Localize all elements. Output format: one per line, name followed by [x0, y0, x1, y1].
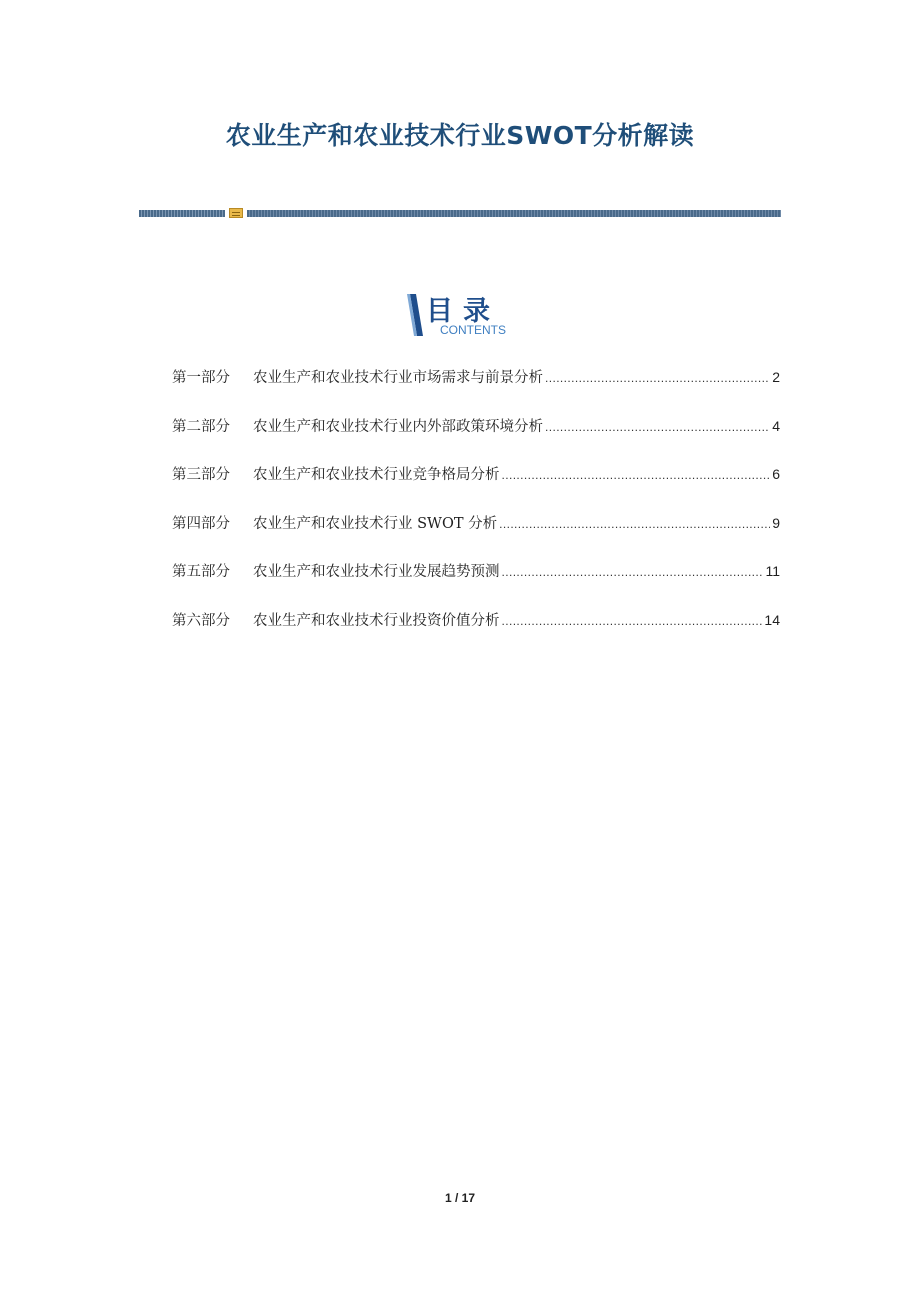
toc-entry-title: 农业生产和农业技术行业发展趋势预测 [253, 564, 500, 581]
toc-entry-title: 农业生产和农业技术行业投资价值分析 [253, 612, 500, 629]
slanted-bar-icon [407, 294, 425, 336]
document-badge-icon [229, 208, 243, 218]
document-title: 农业生产和农业技术行业SWOT分析解读 [225, 121, 695, 150]
toc-entry-page: 9 [772, 514, 780, 531]
toc-entry-page: 4 [772, 417, 780, 434]
toc-header [407, 292, 527, 340]
toc-entry-part: 第三部分 [172, 467, 230, 484]
toc-leader-dots [545, 371, 770, 385]
toc-entry-page: 14 [764, 611, 780, 628]
toc-entry-page: 2 [772, 369, 780, 385]
toc-entry-title: 农业生产和农业技术行业竞争格局分析 [253, 467, 500, 484]
table-of-contents [172, 366, 780, 658]
toc-entry[interactable] [172, 415, 780, 439]
toc-entry-page: 11 [765, 563, 780, 580]
toc-entry-part: 第一部分 [172, 370, 230, 386]
title-divider [139, 208, 781, 218]
toc-subheading: CONTENTS [440, 323, 506, 337]
toc-heading: 目录 [426, 296, 500, 327]
toc-entry[interactable] [172, 512, 780, 536]
toc-entry[interactable] [172, 463, 780, 487]
toc-leader-dots [502, 614, 763, 628]
toc-entry-title: 农业生产和农业技术行业 SWOT 分析 [253, 515, 498, 532]
toc-entry-page: 6 [772, 466, 780, 483]
toc-leader-dots [545, 420, 770, 434]
toc-leader-dots [502, 468, 771, 482]
toc-entry[interactable] [172, 560, 780, 584]
page-indicator: 1 / 17 [444, 1191, 476, 1205]
divider-bar-left [139, 210, 225, 217]
toc-entry[interactable] [172, 366, 780, 390]
toc-entry-part: 第五部分 [172, 564, 230, 581]
toc-entry-title: 农业生产和农业技术行业内外部政策环境分析 [253, 418, 543, 435]
toc-entry-part: 第六部分 [172, 612, 230, 629]
toc-entry-part: 第四部分 [172, 515, 230, 532]
toc-entry-part: 第二部分 [172, 418, 230, 435]
divider-bar-right [247, 210, 781, 217]
toc-leader-dots [499, 517, 770, 531]
toc-entry-title: 农业生产和农业技术行业市场需求与前景分析 [253, 370, 543, 386]
toc-entry[interactable] [172, 609, 780, 633]
toc-leader-dots [502, 565, 764, 579]
